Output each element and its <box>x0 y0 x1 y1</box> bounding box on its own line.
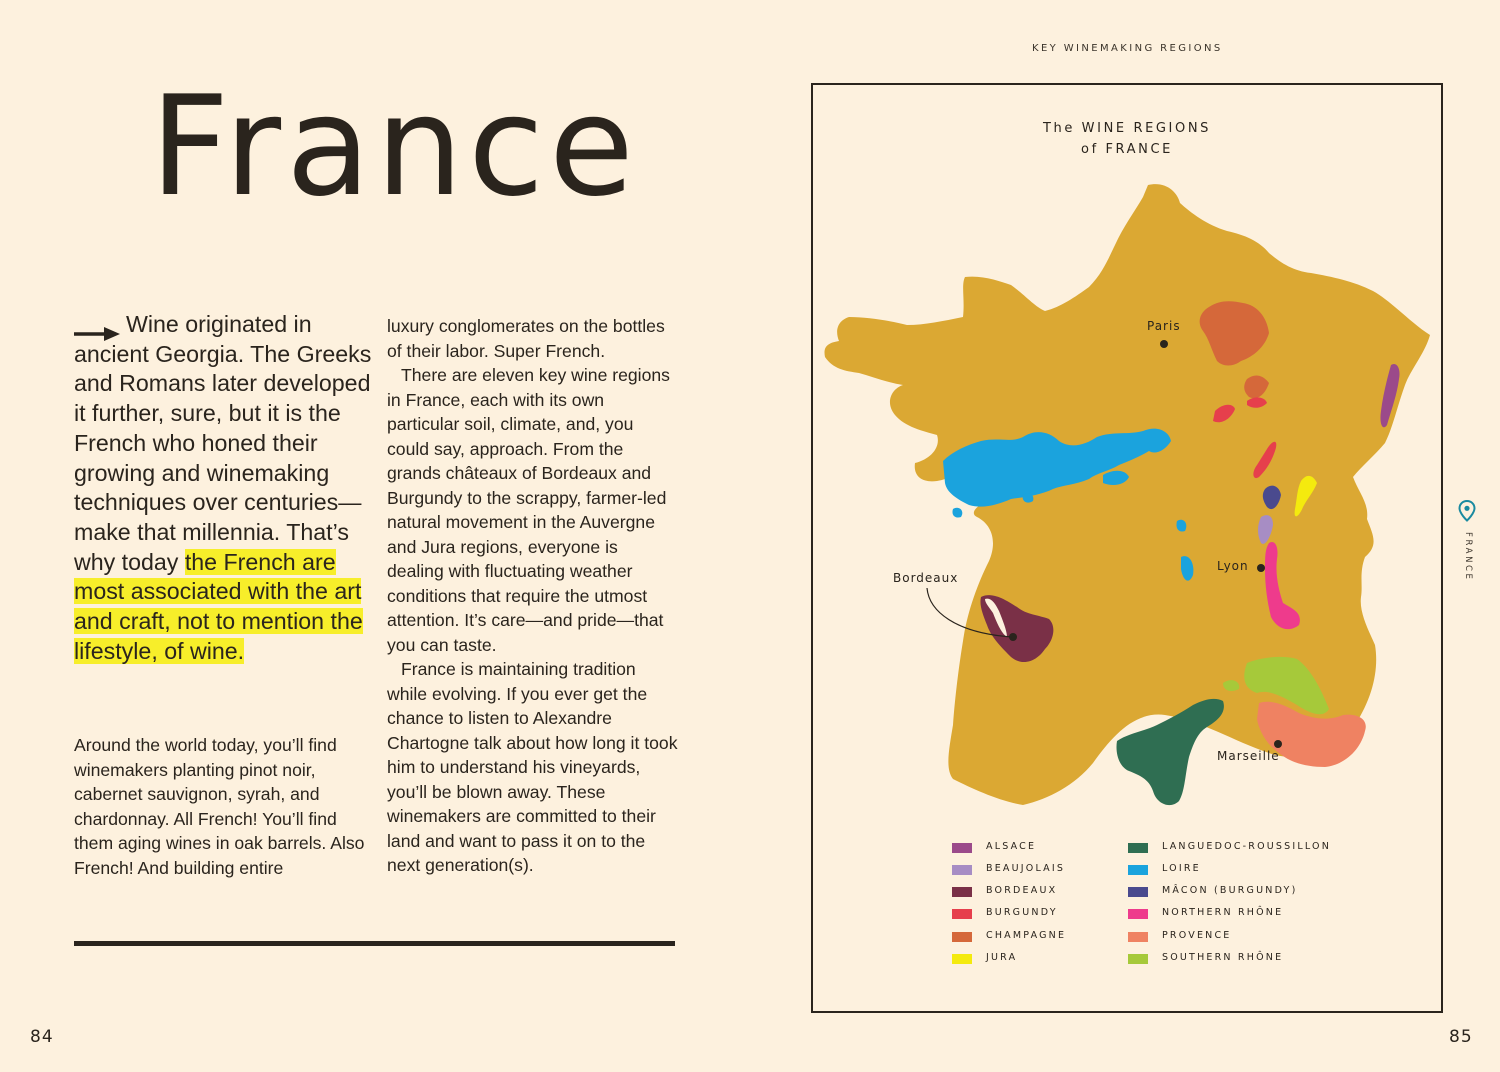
legend-swatch <box>952 909 972 919</box>
legend-swatch <box>1128 932 1148 942</box>
body-paragraph: There are eleven key wine regions in France, each with its own particular soil, climate, and, you could say, approach. From the grands châteaux of Bordeaux and Burgundy to the scrappy, farmer-led natural movement in the Auvergne and Jura regions, everyone is dealing with fluctuating weather conditions that require the utmost attention. It’s care—and pride—that you can taste. <box>387 365 670 655</box>
lede-paragraph <box>74 310 374 666</box>
legend-swatch <box>1128 909 1148 919</box>
legend-label: SOUTHERN RHÔNE <box>1162 952 1284 963</box>
city-label-lyon: Lyon <box>1217 559 1249 573</box>
legend-swatch <box>952 843 972 853</box>
lede-text: Wine originated in ancient Georgia. The Greeks and Romans later developed it further, sure, but it is the French who honed their growing and winemaking techniques over centuries—make that millennia. That’s why today <box>74 311 372 575</box>
legend-label: CHAMPAGNE <box>986 930 1067 941</box>
body-column-1 <box>74 733 370 880</box>
divider-rule <box>74 941 675 946</box>
body-paragraph: Around the world today, you’ll find winemakers planting pinot noir, cabernet sauvignon, syrah, and chardonnay. All French! You’ll find them aging wines in oak barrels. Also French! And building entire <box>74 735 365 878</box>
legend-swatch <box>1128 843 1148 853</box>
legend-label: LANGUEDOC-ROUSSILLON <box>1162 841 1332 852</box>
body-paragraph: France is maintaining tradition while evolving. If you ever get the chance to listen to Alexandre Chartogne talk about how long it took him to understand his vineyards, you’ll be blown away. These winemakers are committed to their land and want to pass it on to the next generation(s). <box>387 659 678 875</box>
city-marker-paris <box>1160 340 1168 348</box>
city-marker-lyon <box>1257 564 1265 572</box>
city-label-bordeaux: Bordeaux <box>893 571 959 585</box>
legend-swatch <box>952 887 972 897</box>
city-marker-marseille <box>1274 740 1282 748</box>
city-label-marseille: Marseille <box>1217 749 1280 763</box>
map-panel <box>811 83 1443 1013</box>
page-title: France <box>150 66 639 227</box>
section-header: KEY WINEMAKING REGIONS <box>1032 43 1223 54</box>
body-paragraph: luxury conglomerates on the bottles of their labor. Super French. <box>387 316 665 361</box>
legend-label: BEAUJOLAIS <box>986 863 1066 874</box>
legend-label: JURA <box>986 952 1018 963</box>
france-mainland <box>825 184 1430 805</box>
legend-label: LOIRE <box>1162 863 1201 874</box>
map-title-line-1: The WINE REGIONS <box>1042 121 1212 136</box>
map-title-line-2: of FRANCE <box>1081 142 1173 157</box>
page-number-left: 84 <box>30 1027 54 1047</box>
location-pin-icon <box>1458 500 1478 526</box>
france-map <box>813 85 1441 1011</box>
legend-label: ALSACE <box>986 841 1037 852</box>
page-number-right: 85 <box>1449 1027 1473 1047</box>
legend-label: NORTHERN RHÔNE <box>1162 907 1284 918</box>
city-label-paris: Paris <box>1147 319 1181 333</box>
legend-swatch <box>952 932 972 942</box>
legend-label: MÂCON (BURGUNDY) <box>1162 885 1298 896</box>
legend-label: BURGUNDY <box>986 907 1058 918</box>
legend-swatch <box>1128 887 1148 897</box>
legend-swatch <box>952 865 972 875</box>
arrow-right-icon <box>74 319 120 333</box>
legend-label: PROVENCE <box>1162 930 1232 941</box>
legend-swatch <box>952 954 972 964</box>
legend-label: BORDEAUX <box>986 885 1058 896</box>
lede-highlight: the French are most associated with the art and craft, not to mention the lifestyle, of wine. <box>74 548 363 664</box>
legend-swatch <box>1128 865 1148 875</box>
body-column-2 <box>387 314 679 878</box>
side-tab-label: FRANCE <box>1463 532 1473 582</box>
legend-swatch <box>1128 954 1148 964</box>
